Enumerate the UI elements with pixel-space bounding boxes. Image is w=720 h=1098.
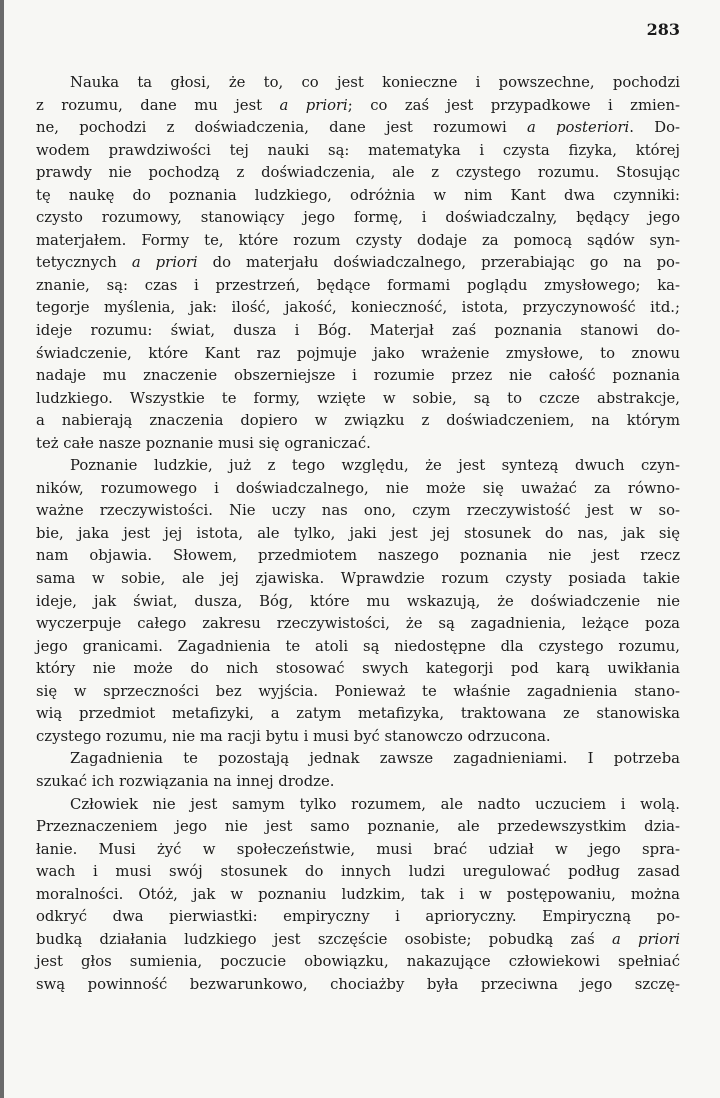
- text-line: ników, rozumowego i doświadczalnego, nie może się uważać za równo-: [36, 479, 680, 497]
- text-fragment: budką działania ludzkiego jest szczęście osobiste; pobudką zaś: [36, 930, 612, 948]
- text-line: Nauka ta głosi, że to, co jest konieczne i powszechne, pochodzi: [70, 74, 680, 91]
- italic-phrase: a priori: [131, 254, 198, 272]
- text-line: [36, 252, 680, 275]
- text-line: swą powinność bezwarunkowo, chociażby była przeciwna jego szczę-: [36, 975, 680, 993]
- text-line: szukać ich rozwiązania na innej drodze.: [36, 772, 335, 790]
- text-line: czystego rozumu, nie ma racji bytu i musi być stanowczo odrzucona.: [36, 727, 551, 745]
- text-line: nam objawia. Słowem, przedmiotem naszego poznania nie jest rzecz: [36, 547, 680, 565]
- text-line: ideje, jak świat, dusza, Bóg, które mu wskazują, że doświadczenie nie: [36, 592, 680, 610]
- text-line: łanie. Musi żyć w społeczeństwie, musi brać udział w jego spra-: [36, 840, 680, 858]
- italic-phrase: a priori: [611, 930, 680, 948]
- text-line: Przeznaczeniem jego nie jest samo poznanie, ale przedewszystkim dzia-: [36, 818, 680, 836]
- text-fragment: ; co zaś jest przypadkowe i zmien-: [347, 96, 680, 114]
- text-line: też całe nasze poznanie musi się ograniczać.: [36, 434, 371, 452]
- text-line: bie, jaka jest jej istota, ale tylko, jaki jest jej stosunek do nas, jak się: [36, 524, 680, 542]
- text-line: wyczerpuje całego zakresu rzeczywistości, że są zagadnienia, leżące poza: [36, 615, 680, 633]
- text-line: odkryć dwa pierwiastki: empiryczny i aprioryczny. Empiryczną po-: [36, 908, 680, 926]
- italic-phrase: a posteriori: [527, 119, 630, 137]
- text-line: czysto rozumowy, stanowiący jego formę, i doświadczalny, będący jego: [36, 209, 680, 227]
- text-line: tegorje myślenia, jak: ilość, jakość, konieczność, istota, przyczynowość itd.;: [36, 299, 680, 317]
- text-fragment: do materjału doświadczalnego, przerabiając go na po-: [197, 254, 680, 272]
- text-line: wach i musi swój stosunek do innych ludzi uregulować podług zasad: [36, 863, 680, 881]
- text-line: który nie może do nich stosować swych kategorji pod karą uwikłania: [36, 660, 680, 678]
- page-number: 283: [646, 20, 680, 39]
- text-line: wodem prawdziwości tej nauki są: matematyka i czysta fizyka, której: [36, 141, 680, 159]
- text-line: wią przedmiot metafizyki, a zatym metafizyka, traktowana ze stanowiska: [36, 705, 680, 723]
- text-line: prawdy nie pochodzą z doświadczenia, ale z czystego rozumu. Stosując: [36, 164, 680, 182]
- text-fragment: tetycznych: [36, 254, 132, 272]
- page-spine-edge: [0, 0, 4, 1098]
- text-line: jego granicami. Zagadnienia te atoli są niedostępne dla czystego rozumu,: [36, 637, 680, 655]
- text-line: [36, 117, 680, 140]
- text-fragment: z rozumu, dane mu jest: [36, 96, 280, 114]
- text-line: tę naukę do poznania ludzkiego, odróżnia w nim Kant dwa czynniki:: [36, 186, 680, 204]
- text-line: Poznanie ludzkie, już z tego względu, że jest syntezą dwuch czyn-: [70, 457, 680, 475]
- text-line: nadaje mu znaczenie obszerniejsze i rozumie przez nie całość poznania: [36, 367, 680, 385]
- text-line: znanie, są: czas i przestrzeń, będące formami poglądu zmysłowego; ka-: [36, 276, 680, 294]
- text-line: Człowiek nie jest samym tylko rozumem, ale nadto uczuciem i wolą.: [70, 795, 680, 813]
- text-line: a nabierają znaczenia dopiero w związku z doświadczeniem, na którym: [36, 412, 680, 430]
- text-line: [36, 95, 680, 118]
- page-text-block: [36, 72, 680, 996]
- italic-phrase: a priori: [279, 96, 348, 114]
- text-line: materjałem. Formy te, które rozum czysty dodaje za pomocą sądów syn-: [36, 231, 680, 249]
- text-line: świadczenie, które Kant raz pojmuje jako wrażenie zmysłowe, to znowu: [36, 344, 680, 362]
- text-line: ludzkiego. Wszystkie te formy, wzięte w sobie, są to czcze abstrakcje,: [36, 389, 680, 407]
- text-line: sama w sobie, ale jej zjawiska. Wprawdzie rozum czysty posiada takie: [36, 570, 680, 588]
- text-line: jest głos sumienia, poczucie obowiązku, nakazujące człowiekowi spełniać: [36, 953, 680, 971]
- text-line: Zagadnienia te pozostają jednak zawsze zagadnieniami. I potrzeba: [70, 750, 680, 768]
- text-line: moralności. Otóż, jak w poznaniu ludzkim, tak i w postępowaniu, można: [36, 885, 680, 903]
- text-line: [36, 929, 680, 952]
- text-fragment: . Do-: [629, 119, 680, 137]
- text-line: ideje rozumu: świat, dusza i Bóg. Materjał zaś poznania stanowi do-: [36, 322, 680, 340]
- text-fragment: ne, pochodzi z doświadczenia, dane jest rozumowi: [36, 119, 527, 137]
- text-line: ważne rzeczywistości. Nie uczy nas ono, czym rzeczywistość jest w so-: [36, 502, 680, 520]
- text-line: się w sprzeczności bez wyjścia. Ponieważ te właśnie zagadnienia stano-: [36, 682, 680, 700]
